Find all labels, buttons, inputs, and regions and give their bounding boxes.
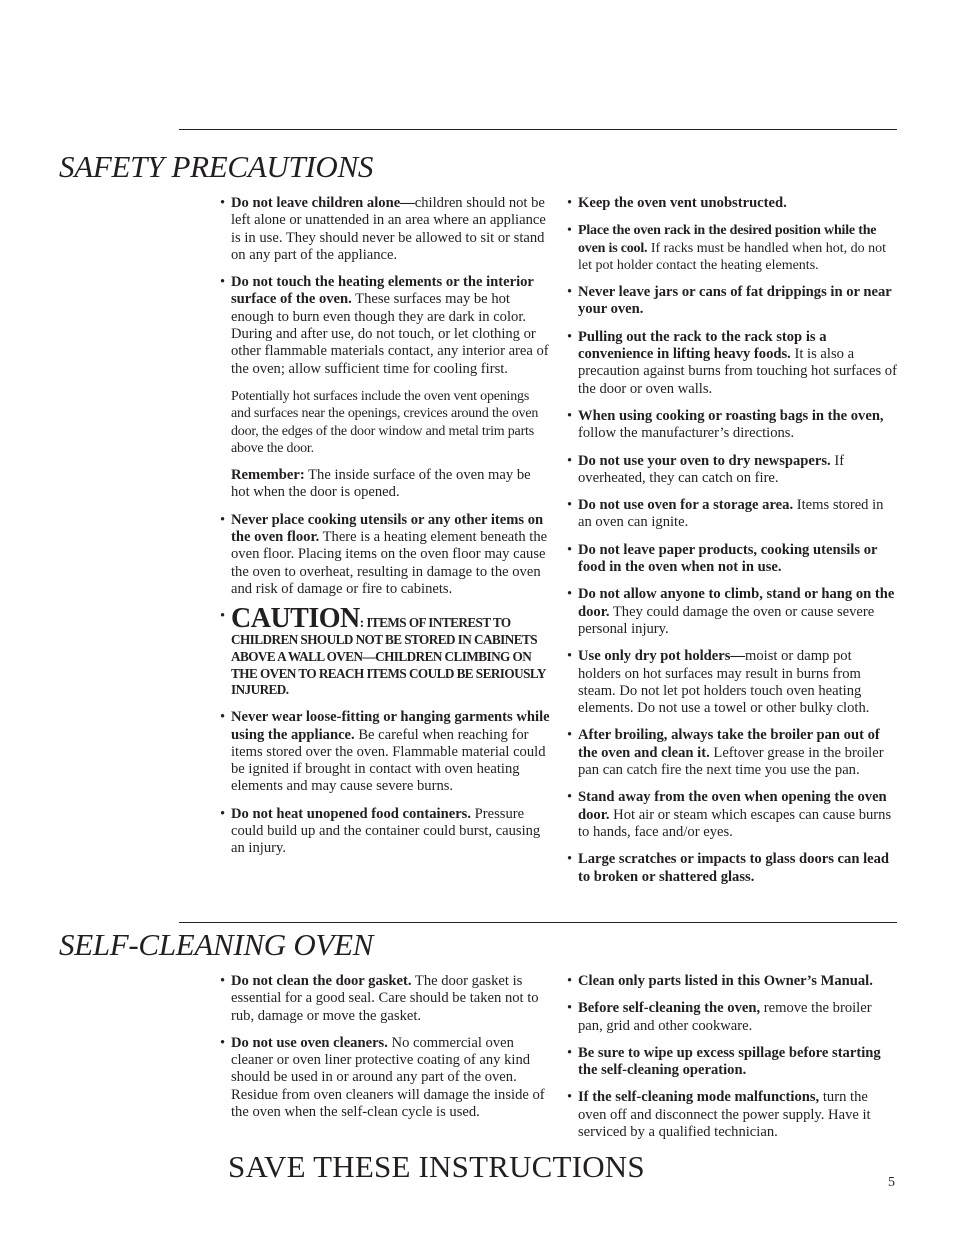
item-unopened-containers: • Do not heat unopened food containers. Pressure could build up and the container could burst, causing an injury. bbox=[220, 806, 551, 858]
top-rule bbox=[179, 129, 897, 130]
item-loose-garments: • Never wear loose-fitting or hanging garments while using the appliance. Be careful when reaching for items stored over the oven. Flammable material could be ignited if brought in contact with oven heating elements and may cause severe burns. bbox=[220, 709, 551, 795]
save-instructions-heading: SAVE THESE INSTRUCTIONS bbox=[228, 1149, 645, 1184]
item-storage: • Do not use oven for a storage area. Items stored in an oven can ignite. bbox=[567, 497, 898, 532]
item-oven-floor: • Never place cooking utensils or any other items on the oven floor. There is a heating element beneath the oven floor. Placing items on the oven floor may cause the oven to overheat, resulting in damage to the oven and risk of damage or fire to cabinets. bbox=[220, 512, 551, 598]
note-hot-surfaces: Potentially hot surfaces include the oven vent openings and surfaces near the openings, crevices around the oven door, the edges of the door window and metal trim parts above the door. bbox=[231, 388, 539, 456]
item-stand-away: • Stand away from the oven when opening the oven door. Hot air or steam which escapes can cause burns to hands, face and/or eyes. bbox=[567, 789, 898, 841]
item-heating-elements: • Do not touch the heating elements or the interior surface of the oven. These surfaces may be hot enough to burn even though they are dark in color. During and after use, do not touch, or let clothing or other flammable materials contact, any interior area of the oven; allow sufficient time for cooling first. bbox=[220, 274, 551, 378]
item-rack-stop: • Pulling out the rack to the rack stop is a convenience in lifting heavy foods. It is also a precaution against burns from touching hot surfaces of the door or oven walls. bbox=[567, 329, 898, 398]
caution-warning: • CAUTION: ITEMS OF INTEREST TO CHILDREN SHOULD NOT BE STORED IN CABINETS ABOVE A WALL OVEN—CHILDREN CLIMBING ON THE OVEN TO REACH ITEMS COULD BE SERIOUSLY INJURED. bbox=[220, 608, 551, 699]
item-wipe-spillage: • Be sure to wipe up excess spillage before starting the self-cleaning operation. bbox=[567, 1045, 898, 1080]
item-malfunction: • If the self-cleaning mode malfunctions, turn the oven off and disconnect the power supply. Have it serviced by a qualified technician. bbox=[567, 1089, 898, 1141]
note-remember: Remember: The inside surface of the oven may be hot when the door is opened. bbox=[231, 467, 531, 501]
item-paper-products: • Do not leave paper products, cooking utensils or food in the oven when not in use. bbox=[567, 542, 898, 577]
item-pot-holders: • Use only dry pot holders—moist or damp pot holders on hot surfaces may result in burns from steam. Do not let pot holders touch oven heating elements. Do not use a towel or other bulky cloth. bbox=[567, 648, 898, 717]
item-before-self-cleaning: • Before self-cleaning the oven, remove the broiler pan, grid and other cookware. bbox=[567, 1000, 898, 1035]
item-newspapers: • Do not use your oven to dry newspapers. If overheated, they can catch on fire. bbox=[567, 453, 898, 488]
item-clean-parts: • Clean only parts listed in this Owner’s Manual. bbox=[567, 973, 898, 990]
item-glass-doors: • Large scratches or impacts to glass doors can lead to broken or shattered glass. bbox=[567, 851, 898, 886]
item-door-gasket: • Do not clean the door gasket. The door gasket is essential for a good seal. Care should be taken not to rub, damage or move the gasket. bbox=[220, 973, 551, 1025]
item-oven-rack: • Place the oven rack in the desired position while the oven is cool. If racks must be handled when hot, do not let pot holder contact the heating elements. bbox=[567, 222, 898, 274]
item-vent: • Keep the oven vent unobstructed. bbox=[567, 195, 898, 212]
item-roasting-bags: • When using cooking or roasting bags in the oven, follow the manufacturer’s directions. bbox=[567, 408, 898, 443]
item-climb-door: • Do not allow anyone to climb, stand or hang on the door. They could damage the oven or cause severe personal injury. bbox=[567, 586, 898, 638]
caution-word: CAUTION bbox=[231, 603, 360, 635]
safety-right-column bbox=[567, 195, 898, 896]
item-fat-drippings: • Never leave jars or cans of fat drippings in or near your oven. bbox=[567, 284, 898, 319]
item-oven-cleaners: • Do not use oven cleaners. No commercial oven cleaner or oven liner protective coating of any kind should be used in or around any part of the oven. Residue from oven cleaners will damage the inside of the oven when the self-clean cycle is used. bbox=[220, 1035, 551, 1121]
item-broiler-pan: • After broiling, always take the broiler pan out of the oven and clean it. Leftover grease in the broiler pan can catch fire the next time you use the pan. bbox=[567, 727, 898, 779]
self-cleaning-title: SELF-CLEANING OVEN bbox=[59, 927, 374, 962]
page-number: 5 bbox=[888, 1175, 895, 1190]
item-children-alone: • Do not leave children alone—children should not be left alone or unattended in an area where an appliance is in use. They should never be allowed to sit or stand on any part of the appliance. bbox=[220, 195, 551, 264]
safety-left-column bbox=[220, 195, 551, 868]
selfclean-left-column bbox=[220, 973, 551, 1131]
middle-rule bbox=[179, 922, 897, 923]
selfclean-right-column bbox=[567, 973, 898, 1151]
safety-precautions-title: SAFETY PRECAUTIONS bbox=[59, 149, 374, 184]
